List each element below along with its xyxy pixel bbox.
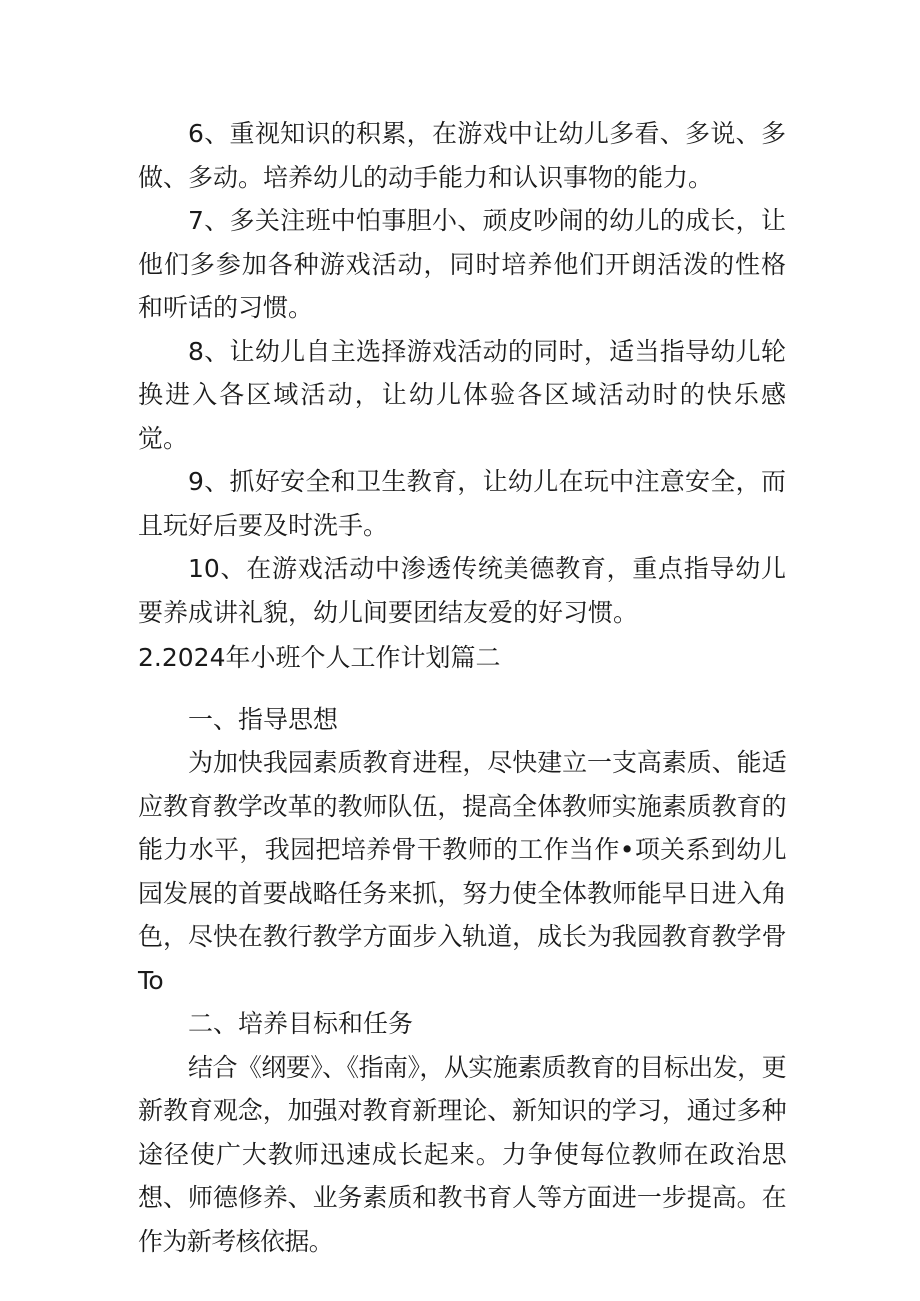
list-item: 9、抓好安全和卫生教育，让幼儿在玩中注意安全，而且玩好后要及时洗手。 [138,467,786,540]
list-item: 6、重视知识的积累，在游戏中让幼儿多看、多说、多做、多动。培养幼儿的动手能力和认识事物的能力。 [138,119,786,192]
list-item: 8、让幼儿自主选择游戏活动的同时，适当指导幼儿轮换进入各区域活动，让幼儿体验各区域活动时的快乐感觉。 [138,336,786,453]
part2-heading: 二、培养目标和任务 [188,1009,414,1038]
list-item: 7、多关注班中怕事胆小、顽皮吵闹的幼儿的成长，让他们多参加各种游戏活动，同时培养他们开朗活泼的性格和听话的习惯。 [138,206,786,322]
section-title: 2.2024年小班个人工作计划篇二 [138,643,501,672]
part2-body: 结合《纲要》、《指南》，从实施素质教育的目标出发，更新教育观念，加强对教育新理论、新知识的学习，通过多种途径使广大教师迅速成长起来。力争使每位教师在政治思想、师德修养、业务素质和教书育人等方面进一步提高。在作为新考核依据。 [138,1052,786,1256]
part1-heading: 一、指导思想 [188,704,339,734]
part1-body: 为加快我园素质教育进程，尽快建立一支高素质、能适应教育教学改革的教师队伍，提高全体教师实施素质教育的能力水平，我园把培养骨干教师的工作当作•项关系到幼儿园发展的首要战略任务来抓，努力使全体教师能早日进入角色，尽快在教行教学方面步入轨道，成长为我园教育教学骨To [138,748,786,995]
document-body [138,112,786,1263]
list-item: 10、在游戏活动中渗透传统美德教育，重点指导幼儿要养成讲礼貌，幼儿间要团结友爱的好习惯。 [138,554,786,627]
